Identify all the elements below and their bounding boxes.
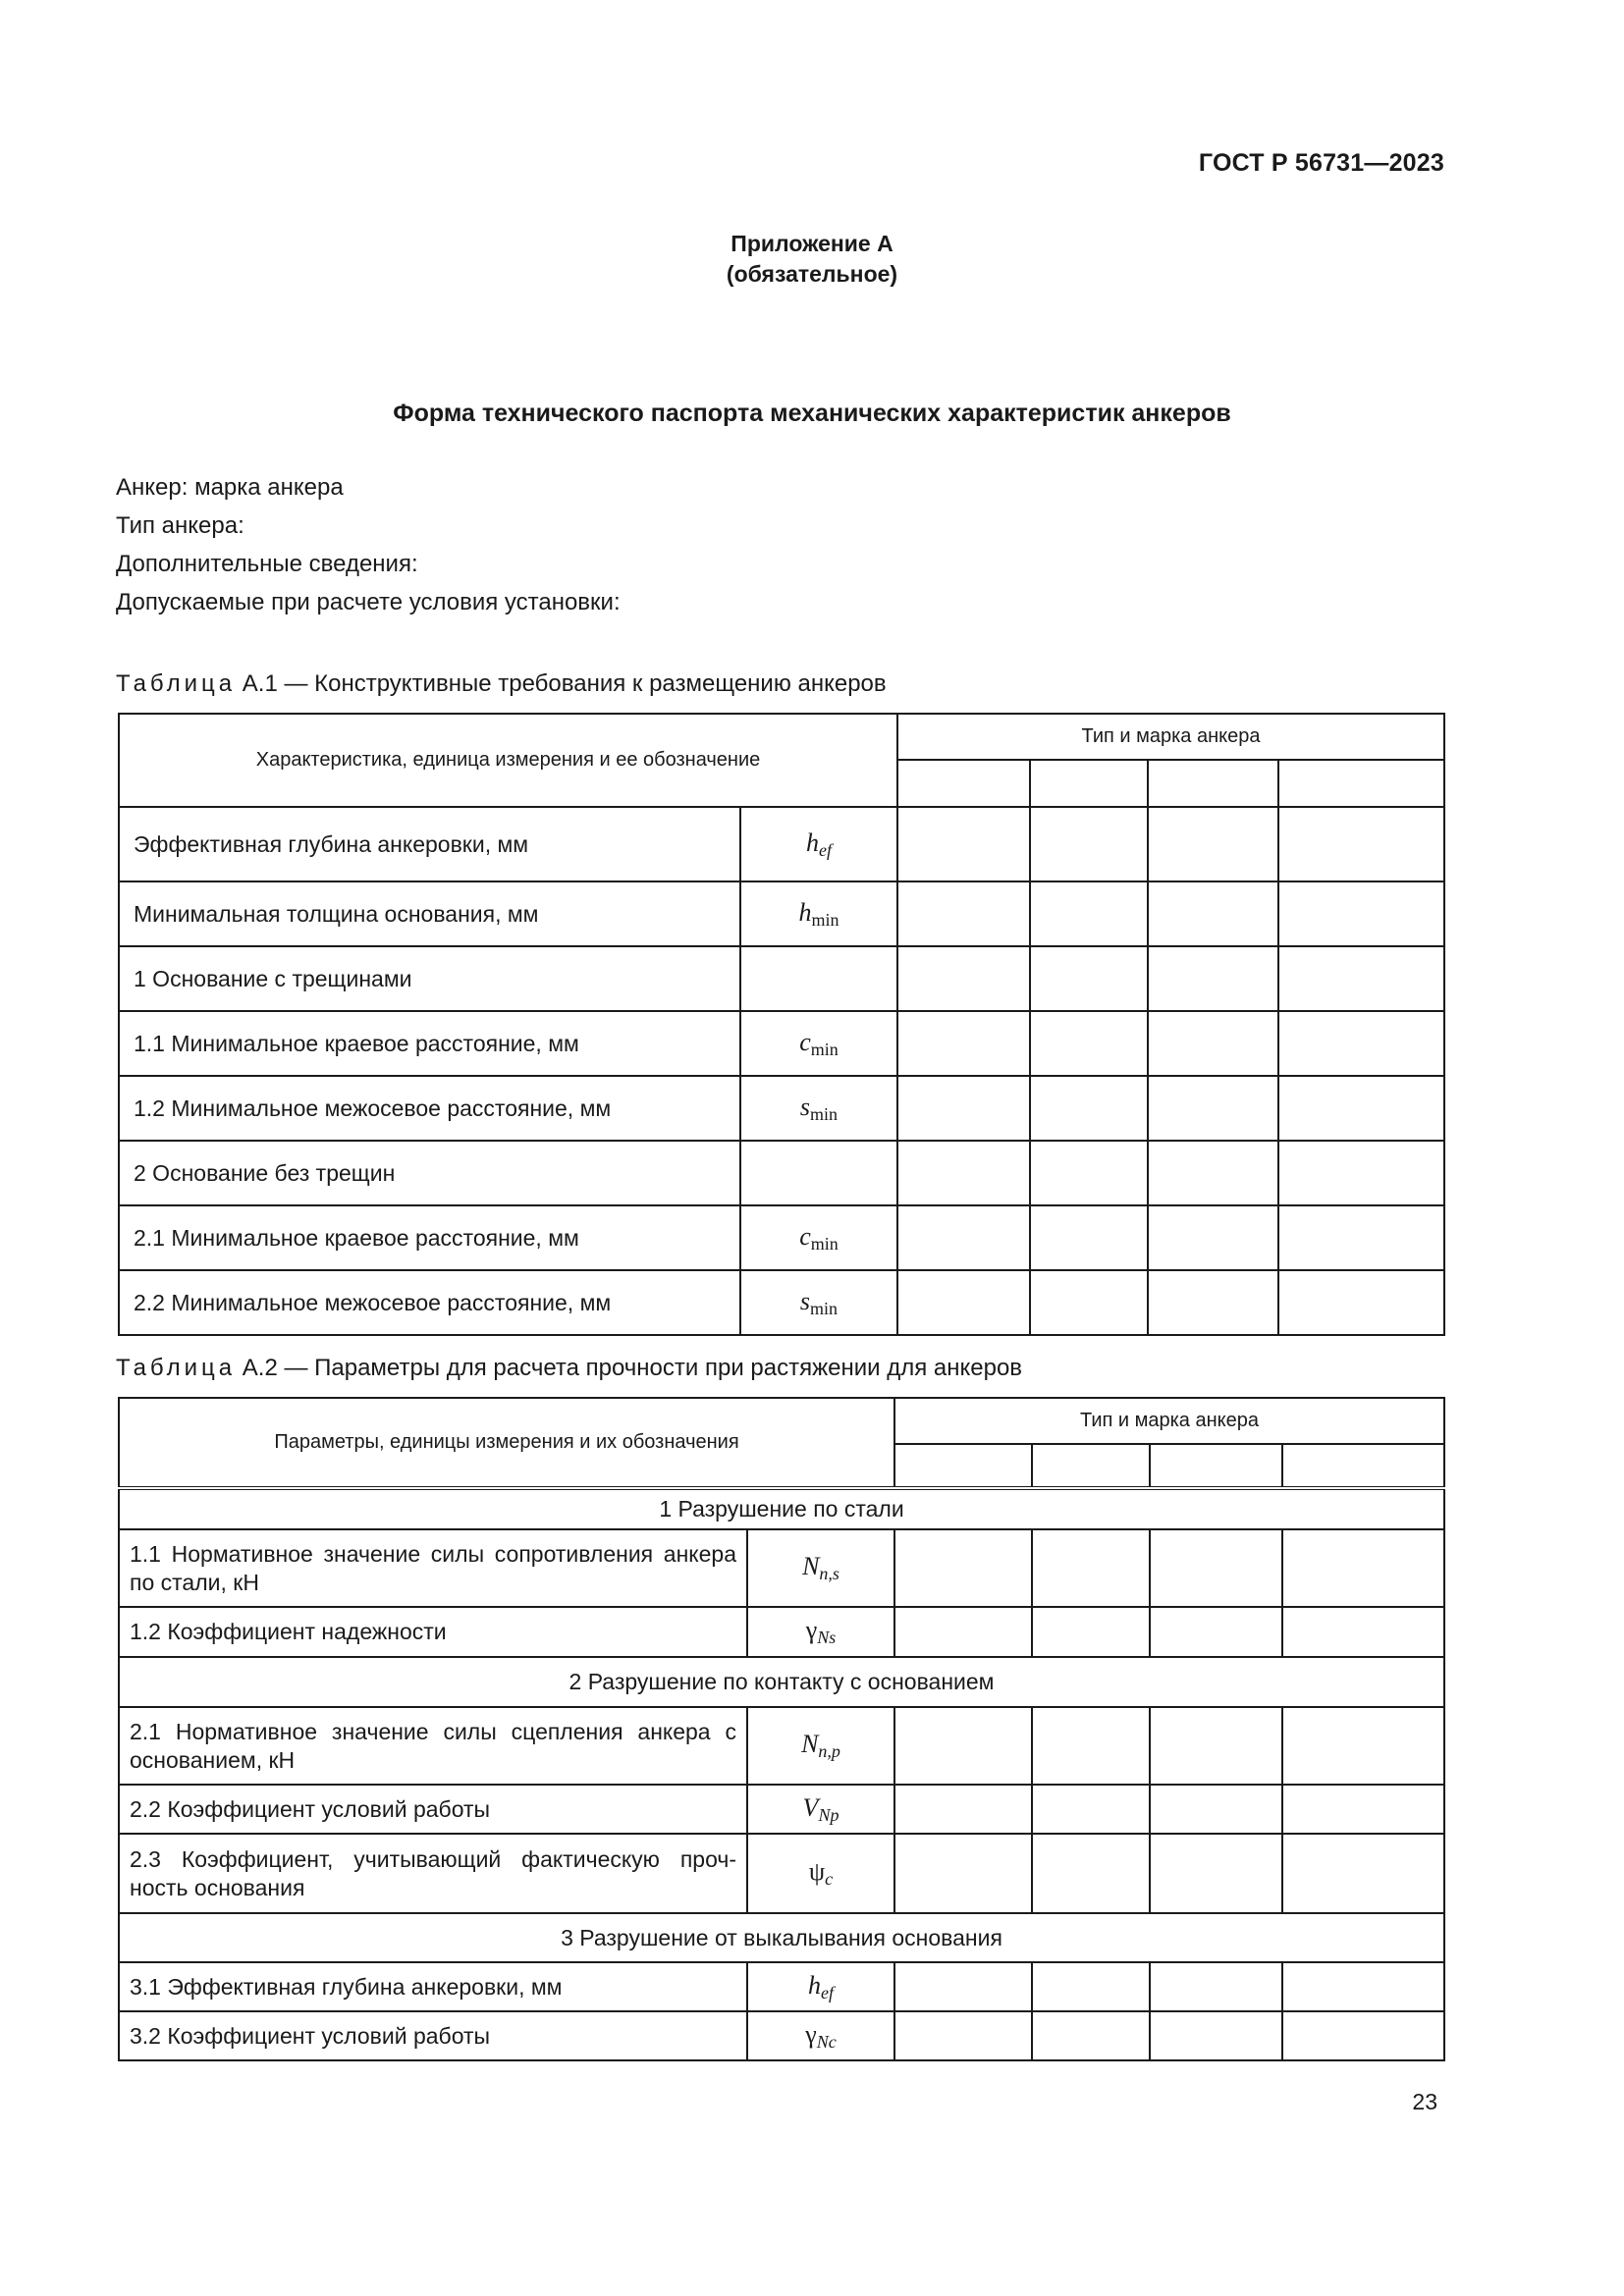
value-cell[interactable]	[894, 2011, 1032, 2060]
row-label: Минимальная толщина основания, мм	[119, 881, 740, 946]
table1-brand-cell[interactable]	[897, 760, 1030, 807]
value-cell[interactable]	[1150, 2011, 1282, 2060]
section-row	[119, 1657, 1444, 1707]
table-row	[119, 807, 1444, 881]
field-additional-info: Дополнительные сведения:	[116, 551, 418, 577]
row-symbol: $h_{min}$	[740, 881, 897, 946]
value-cell[interactable]	[1278, 1076, 1444, 1141]
value-cell[interactable]	[1032, 1607, 1150, 1657]
table-a1	[118, 713, 1445, 1336]
value-cell[interactable]	[1278, 1011, 1444, 1076]
value-cell[interactable]	[1150, 1962, 1282, 2011]
value-cell[interactable]	[897, 1141, 1030, 1205]
value-cell[interactable]	[1282, 2011, 1444, 2060]
row-label: 2.1 Нормативное значение силы сцепления анкера с основанием, кН	[119, 1707, 747, 1785]
table2-caption-prefix: Таблица	[116, 1355, 237, 1381]
value-cell[interactable]	[1030, 807, 1148, 881]
table2-brand-cell[interactable]	[1150, 1444, 1282, 1488]
table-row	[119, 1270, 1444, 1335]
row-label: 1 Основание с трещинами	[119, 946, 740, 1011]
table-row	[119, 1529, 1444, 1607]
row-label: 2.2 Минимальное межосевое расстояние, мм	[119, 1270, 740, 1335]
value-cell[interactable]	[1030, 1205, 1148, 1270]
appendix-heading	[0, 229, 1624, 290]
value-cell[interactable]	[1282, 1962, 1444, 2011]
table2-brand-cell[interactable]	[894, 1444, 1032, 1488]
value-cell[interactable]	[1148, 1205, 1278, 1270]
page-number: 23	[1412, 2089, 1437, 2114]
row-symbol: $s_{min}$	[740, 1076, 897, 1141]
row-symbol: $h_{ef}$	[740, 807, 897, 881]
table-row	[119, 881, 1444, 946]
value-cell[interactable]	[1278, 946, 1444, 1011]
value-cell[interactable]	[1150, 1834, 1282, 1913]
value-cell[interactable]	[1278, 1141, 1444, 1205]
appendix-status: (обязательное)	[726, 261, 898, 287]
value-cell[interactable]	[894, 1834, 1032, 1913]
row-symbol: $N_{n,p}$	[747, 1707, 894, 1785]
value-cell[interactable]	[1150, 1529, 1282, 1607]
value-cell[interactable]	[894, 1962, 1032, 2011]
section-title: 1 Разрушение по стали	[119, 1488, 1444, 1529]
row-label: 3.2 Коэффициент условий работы	[119, 2011, 747, 2060]
table2-caption-text: А.2 — Параметры для расчета прочности при растяжении для анкеров	[242, 1355, 1023, 1381]
appendix-title: Приложение А	[731, 231, 893, 256]
row-label: 1.2 Коэффициент надежности	[119, 1607, 747, 1657]
value-cell[interactable]	[1032, 2011, 1150, 2060]
value-cell[interactable]	[1278, 807, 1444, 881]
value-cell[interactable]	[894, 1785, 1032, 1834]
table-row	[119, 1834, 1444, 1913]
value-cell[interactable]	[1030, 881, 1148, 946]
row-symbol: $N_{n,s}$	[747, 1529, 894, 1607]
row-symbol: $\psi_c$	[747, 1834, 894, 1913]
value-cell[interactable]	[1278, 1205, 1444, 1270]
form-title: Форма технического паспорта механических характеристик анкеров	[393, 400, 1231, 427]
value-cell[interactable]	[897, 1011, 1030, 1076]
value-cell[interactable]	[1150, 1607, 1282, 1657]
row-symbol	[740, 1141, 897, 1205]
field-anchor-brand: Анкер: марка анкера	[116, 474, 344, 501]
value-cell[interactable]	[897, 1205, 1030, 1270]
row-label: 2.3 Коэффициент, учитывающий фактическую проч-ность основания	[119, 1834, 747, 1913]
row-symbol: $c_{min}$	[740, 1205, 897, 1270]
table-row	[119, 1962, 1444, 2011]
value-cell[interactable]	[897, 946, 1030, 1011]
row-symbol: $s_{min}$	[740, 1270, 897, 1335]
table1-brand-cell[interactable]	[1148, 760, 1278, 807]
value-cell[interactable]	[1148, 1076, 1278, 1141]
value-cell[interactable]	[1148, 946, 1278, 1011]
row-label: 3.1 Эффективная глубина анкеровки, мм	[119, 1962, 747, 2011]
value-cell[interactable]	[1032, 1785, 1150, 1834]
value-cell[interactable]	[1030, 946, 1148, 1011]
table1-brand-cell[interactable]	[1278, 760, 1444, 807]
row-symbol: $c_{min}$	[740, 1011, 897, 1076]
table1-col-header: Характеристика, единица измерения и ее обозначение	[119, 714, 897, 807]
value-cell[interactable]	[894, 1607, 1032, 1657]
table2-brand-cell[interactable]	[1032, 1444, 1150, 1488]
row-label: 1.1 Нормативное значение силы сопротивления анкера по стали, кН	[119, 1529, 747, 1607]
row-symbol: $\gamma_{Ns}$	[747, 1607, 894, 1657]
field-anchor-type: Тип анкера:	[116, 512, 244, 539]
value-cell[interactable]	[1148, 807, 1278, 881]
table-row	[119, 1607, 1444, 1657]
table1-group-header: Тип и марка анкера	[897, 714, 1444, 760]
value-cell[interactable]	[894, 1707, 1032, 1785]
table-row	[119, 946, 1444, 1011]
value-cell[interactable]	[1148, 881, 1278, 946]
table2-col-header: Параметры, единицы измерения и их обозначения	[119, 1398, 894, 1488]
value-cell[interactable]	[1282, 1785, 1444, 1834]
row-label: 2.1 Минимальное краевое расстояние, мм	[119, 1205, 740, 1270]
row-symbol	[740, 946, 897, 1011]
table-row	[119, 1707, 1444, 1785]
table-row	[119, 1011, 1444, 1076]
section-row	[119, 1488, 1444, 1529]
value-cell[interactable]	[1278, 1270, 1444, 1335]
table2-group-header: Тип и марка анкера	[894, 1398, 1444, 1444]
value-cell[interactable]	[897, 881, 1030, 946]
row-symbol: $V_{Np}$	[747, 1785, 894, 1834]
field-installation-conditions: Допускаемые при расчете условия установки:	[116, 589, 621, 615]
table-a2	[118, 1397, 1445, 2061]
section-title: 2 Разрушение по контакту с основанием	[119, 1657, 1444, 1707]
value-cell[interactable]	[897, 807, 1030, 881]
section-title: 3 Разрушение от выкалывания основания	[119, 1913, 1444, 1962]
table1-caption-prefix: Таблица	[116, 670, 237, 697]
value-cell[interactable]	[1032, 1834, 1150, 1913]
table2-brand-cell[interactable]	[1282, 1444, 1444, 1488]
row-symbol: $\gamma_{Nc}$	[747, 2011, 894, 2060]
value-cell[interactable]	[1282, 1529, 1444, 1607]
value-cell[interactable]	[1148, 1011, 1278, 1076]
table1-caption-text: А.1 — Конструктивные требования к размещению анкеров	[242, 670, 887, 697]
value-cell[interactable]	[1150, 1785, 1282, 1834]
table-row	[119, 2011, 1444, 2060]
anchor-fields	[116, 468, 621, 621]
value-cell[interactable]	[1032, 1529, 1150, 1607]
row-symbol: $h_{ef}$	[747, 1962, 894, 2011]
row-label: 1.1 Минимальное краевое расстояние, мм	[119, 1011, 740, 1076]
value-cell[interactable]	[1282, 1834, 1444, 1913]
value-cell[interactable]	[897, 1076, 1030, 1141]
table-row	[119, 1141, 1444, 1205]
table1-caption	[116, 670, 887, 698]
value-cell[interactable]	[1030, 1141, 1148, 1205]
value-cell[interactable]	[1032, 1962, 1150, 2011]
value-cell[interactable]	[1148, 1270, 1278, 1335]
table1-brand-cell[interactable]	[1030, 760, 1148, 807]
standard-number: ГОСТ Р 56731—2023	[1198, 149, 1444, 177]
value-cell[interactable]	[1032, 1707, 1150, 1785]
value-cell[interactable]	[1282, 1707, 1444, 1785]
value-cell[interactable]	[1282, 1607, 1444, 1657]
value-cell[interactable]	[897, 1270, 1030, 1335]
value-cell[interactable]	[1278, 881, 1444, 946]
section-row	[119, 1913, 1444, 1962]
value-cell[interactable]	[1148, 1141, 1278, 1205]
table-row	[119, 1785, 1444, 1834]
value-cell[interactable]	[894, 1529, 1032, 1607]
table-row	[119, 1205, 1444, 1270]
row-label: 2.2 Коэффициент условий работы	[119, 1785, 747, 1834]
table2-caption	[116, 1355, 1022, 1382]
table-row	[119, 1076, 1444, 1141]
value-cell[interactable]	[1030, 1270, 1148, 1335]
value-cell[interactable]	[1150, 1707, 1282, 1785]
value-cell[interactable]	[1030, 1011, 1148, 1076]
row-label: 1.2 Минимальное межосевое расстояние, мм	[119, 1076, 740, 1141]
row-label: Эффективная глубина анкеровки, мм	[119, 807, 740, 881]
value-cell[interactable]	[1030, 1076, 1148, 1141]
row-label: 2 Основание без трещин	[119, 1141, 740, 1205]
